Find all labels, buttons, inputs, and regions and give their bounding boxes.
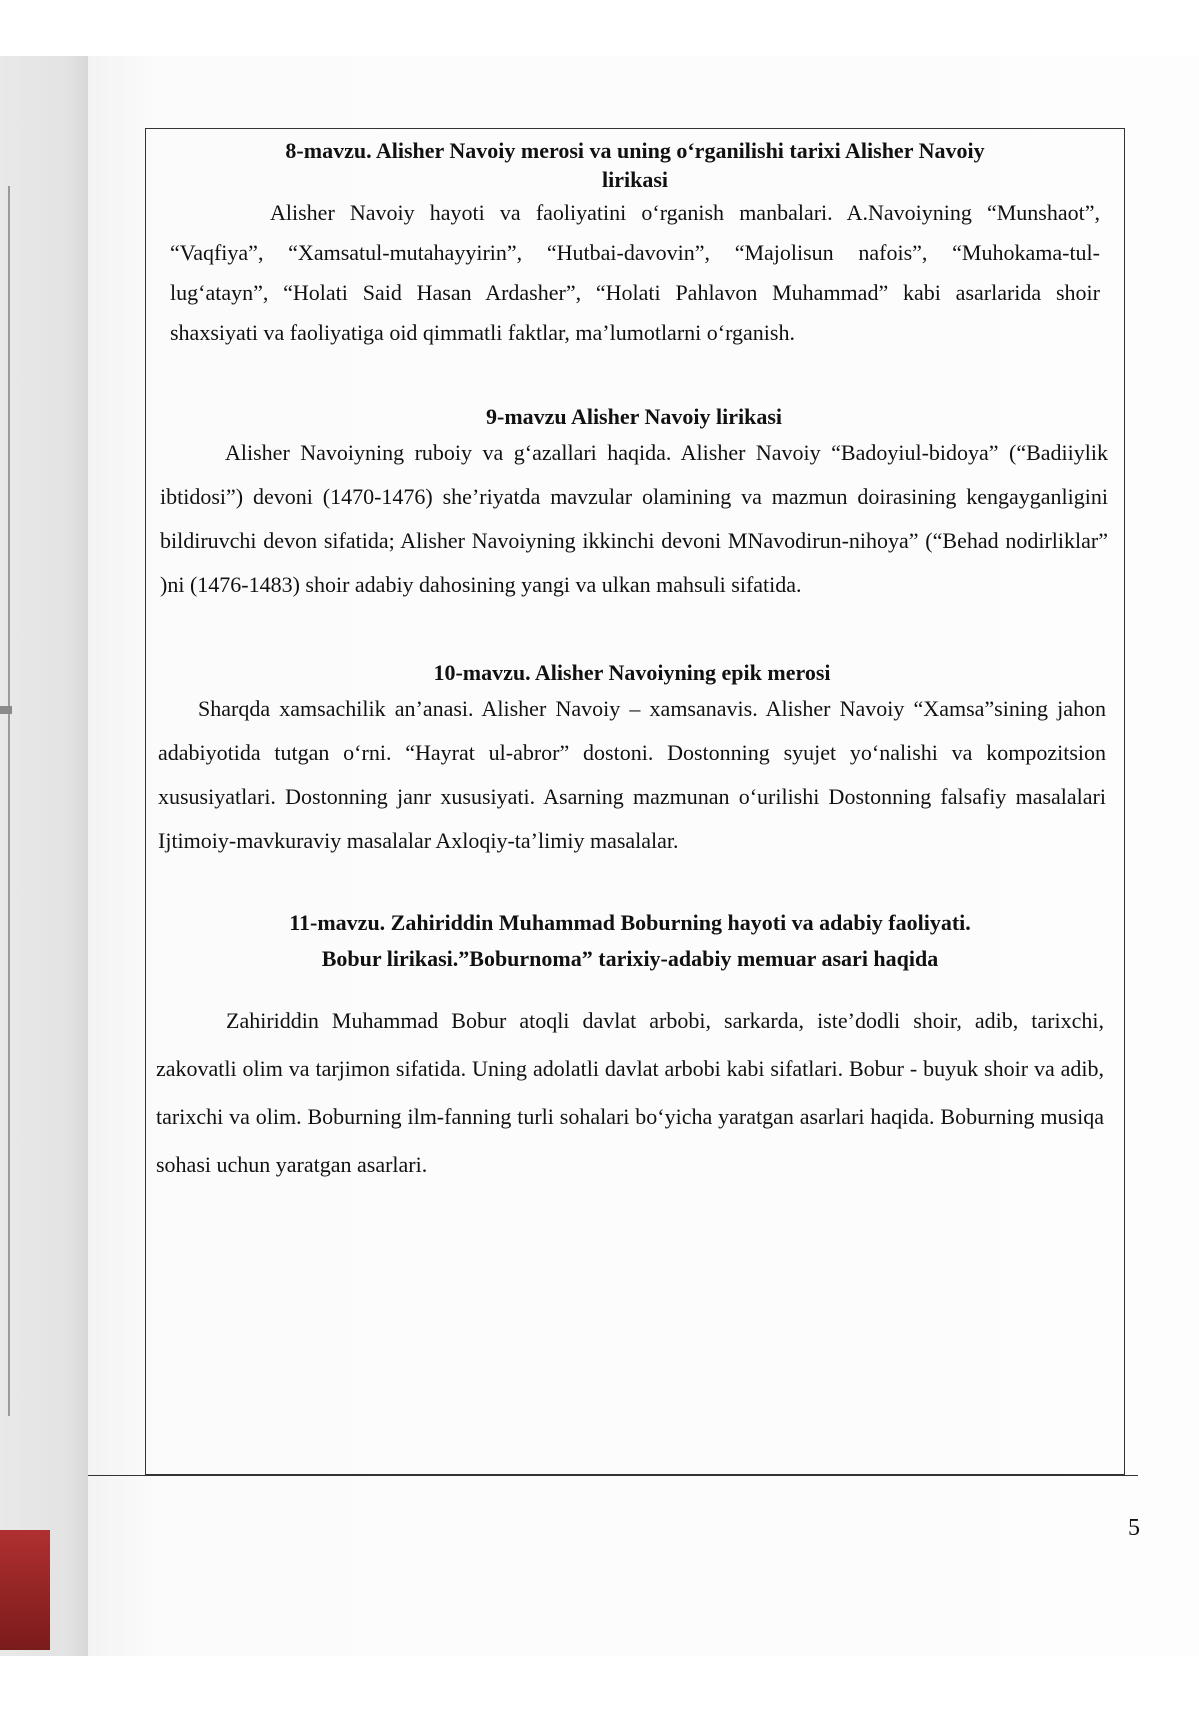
previous-page-edge xyxy=(0,56,95,1656)
page-number: 5 xyxy=(1128,1515,1140,1541)
book-cover-edge xyxy=(0,1530,50,1650)
previous-page-rule xyxy=(8,186,10,1416)
topic-11-heading-line1: 11-mavzu. Zahiriddin Muhammad Boburning hayoti va adabiy faoliyati. xyxy=(289,910,971,935)
topic-9-body: Alisher Navoiyning ruboiy va g‘azallari haqida. Alisher Navoiy “Badoyiul-bidoya” (“Badiiylik ibtidosi”) devoni (1470-1476) she’riyatda mavzular olamining va mazmun doirasining kengayganligini bildiruvchi devon sifatida; Alisher Navoiyning ikkinchi devoni MNavodirun-nihoya” (“Behad nodirliklar” )ni (1476-1483) shoir adabiy dahosining yangi va ulkan mahsuli sifatida. xyxy=(160,440,1108,597)
syllabus-content xyxy=(156,134,1108,1189)
top-margin xyxy=(0,0,1199,56)
section-spacer xyxy=(170,607,1100,659)
topic-11-heading-line2: Bobur lirikasi.”Boburnoma” tarixiy-adabiy memuar asari haqida xyxy=(321,946,939,971)
topic-9-heading: 9-mavzu Alisher Navoiy lirikasi xyxy=(486,404,782,429)
topic-10-section xyxy=(158,659,1106,863)
previous-page-mark xyxy=(0,706,12,714)
topic-8-section xyxy=(170,134,1100,353)
topic-8-heading-line1: 8-mavzu. Alisher Navoiy merosi va uning o‘rganilishi tarixi Alisher Navoiy xyxy=(285,138,985,163)
topic-11-body: Zahiriddin Muhammad Bobur atoqli davlat arbobi, sarkarda, iste’dodli shoir, adib, tarixchi, zakovatli olim va tarjimon sifatida. Uning adolatli davlat arbobi kabi sifatlari. Bobur - buyuk shoir va adib, tarixchi va olim. Boburning ilm-fanning turli sohalari bo‘yicha yaratgan asarlari haqida. Boburning musiqa sohasi uchun yaratgan asarlari. xyxy=(156,1008,1104,1177)
section-spacer xyxy=(170,353,1100,403)
topic-11-section xyxy=(156,905,1104,1189)
topic-10-heading: 10-mavzu. Alisher Navoiyning epik merosi xyxy=(433,660,831,685)
heading-spacer xyxy=(156,977,1104,997)
section-spacer xyxy=(170,863,1100,905)
topic-8-body: Alisher Navoiy hayoti va faoliyatini o‘rganish manbalari. A.Navoiyning “Munshaot”, “Vaqfiya”, “Xamsatul-mutahayyirin”, “Hutbai-davovin”, “Majolisun nafois”, “Muhokama-tul-lug‘atayn”, “Holati Said Hasan Ardasher”, “Holati Pahlavon Muhammad” kabi asarlarida shoir shaxsiyati va faoliyatiga oid qimmatli faktlar, ma’lumotlarni o‘rganish. xyxy=(170,200,1100,345)
topic-10-body: Sharqda xamsachilik an’anasi. Alisher Navoiy – xamsanavis. Alisher Navoiy “Xamsa”sining jahon adabiyotida tutgan o‘rni. “Hayrat ul-abror” dostoni. Dostonning syujet yo‘nalishi va kompozitsion xususiyatlari. Dostonning janr xususiyati. Asarning mazmunan o‘urilishi Dostonning falsafiy masalalari Ijtimoiy-mavkuraviy masalalar Axloqiy-ta’limiy masalalar. xyxy=(158,696,1106,853)
frame-bottom-rule xyxy=(88,1475,1138,1476)
bottom-margin xyxy=(0,1656,1199,1713)
topic-8-heading-line2: lirikasi xyxy=(601,167,668,192)
topic-9-section xyxy=(160,403,1108,607)
